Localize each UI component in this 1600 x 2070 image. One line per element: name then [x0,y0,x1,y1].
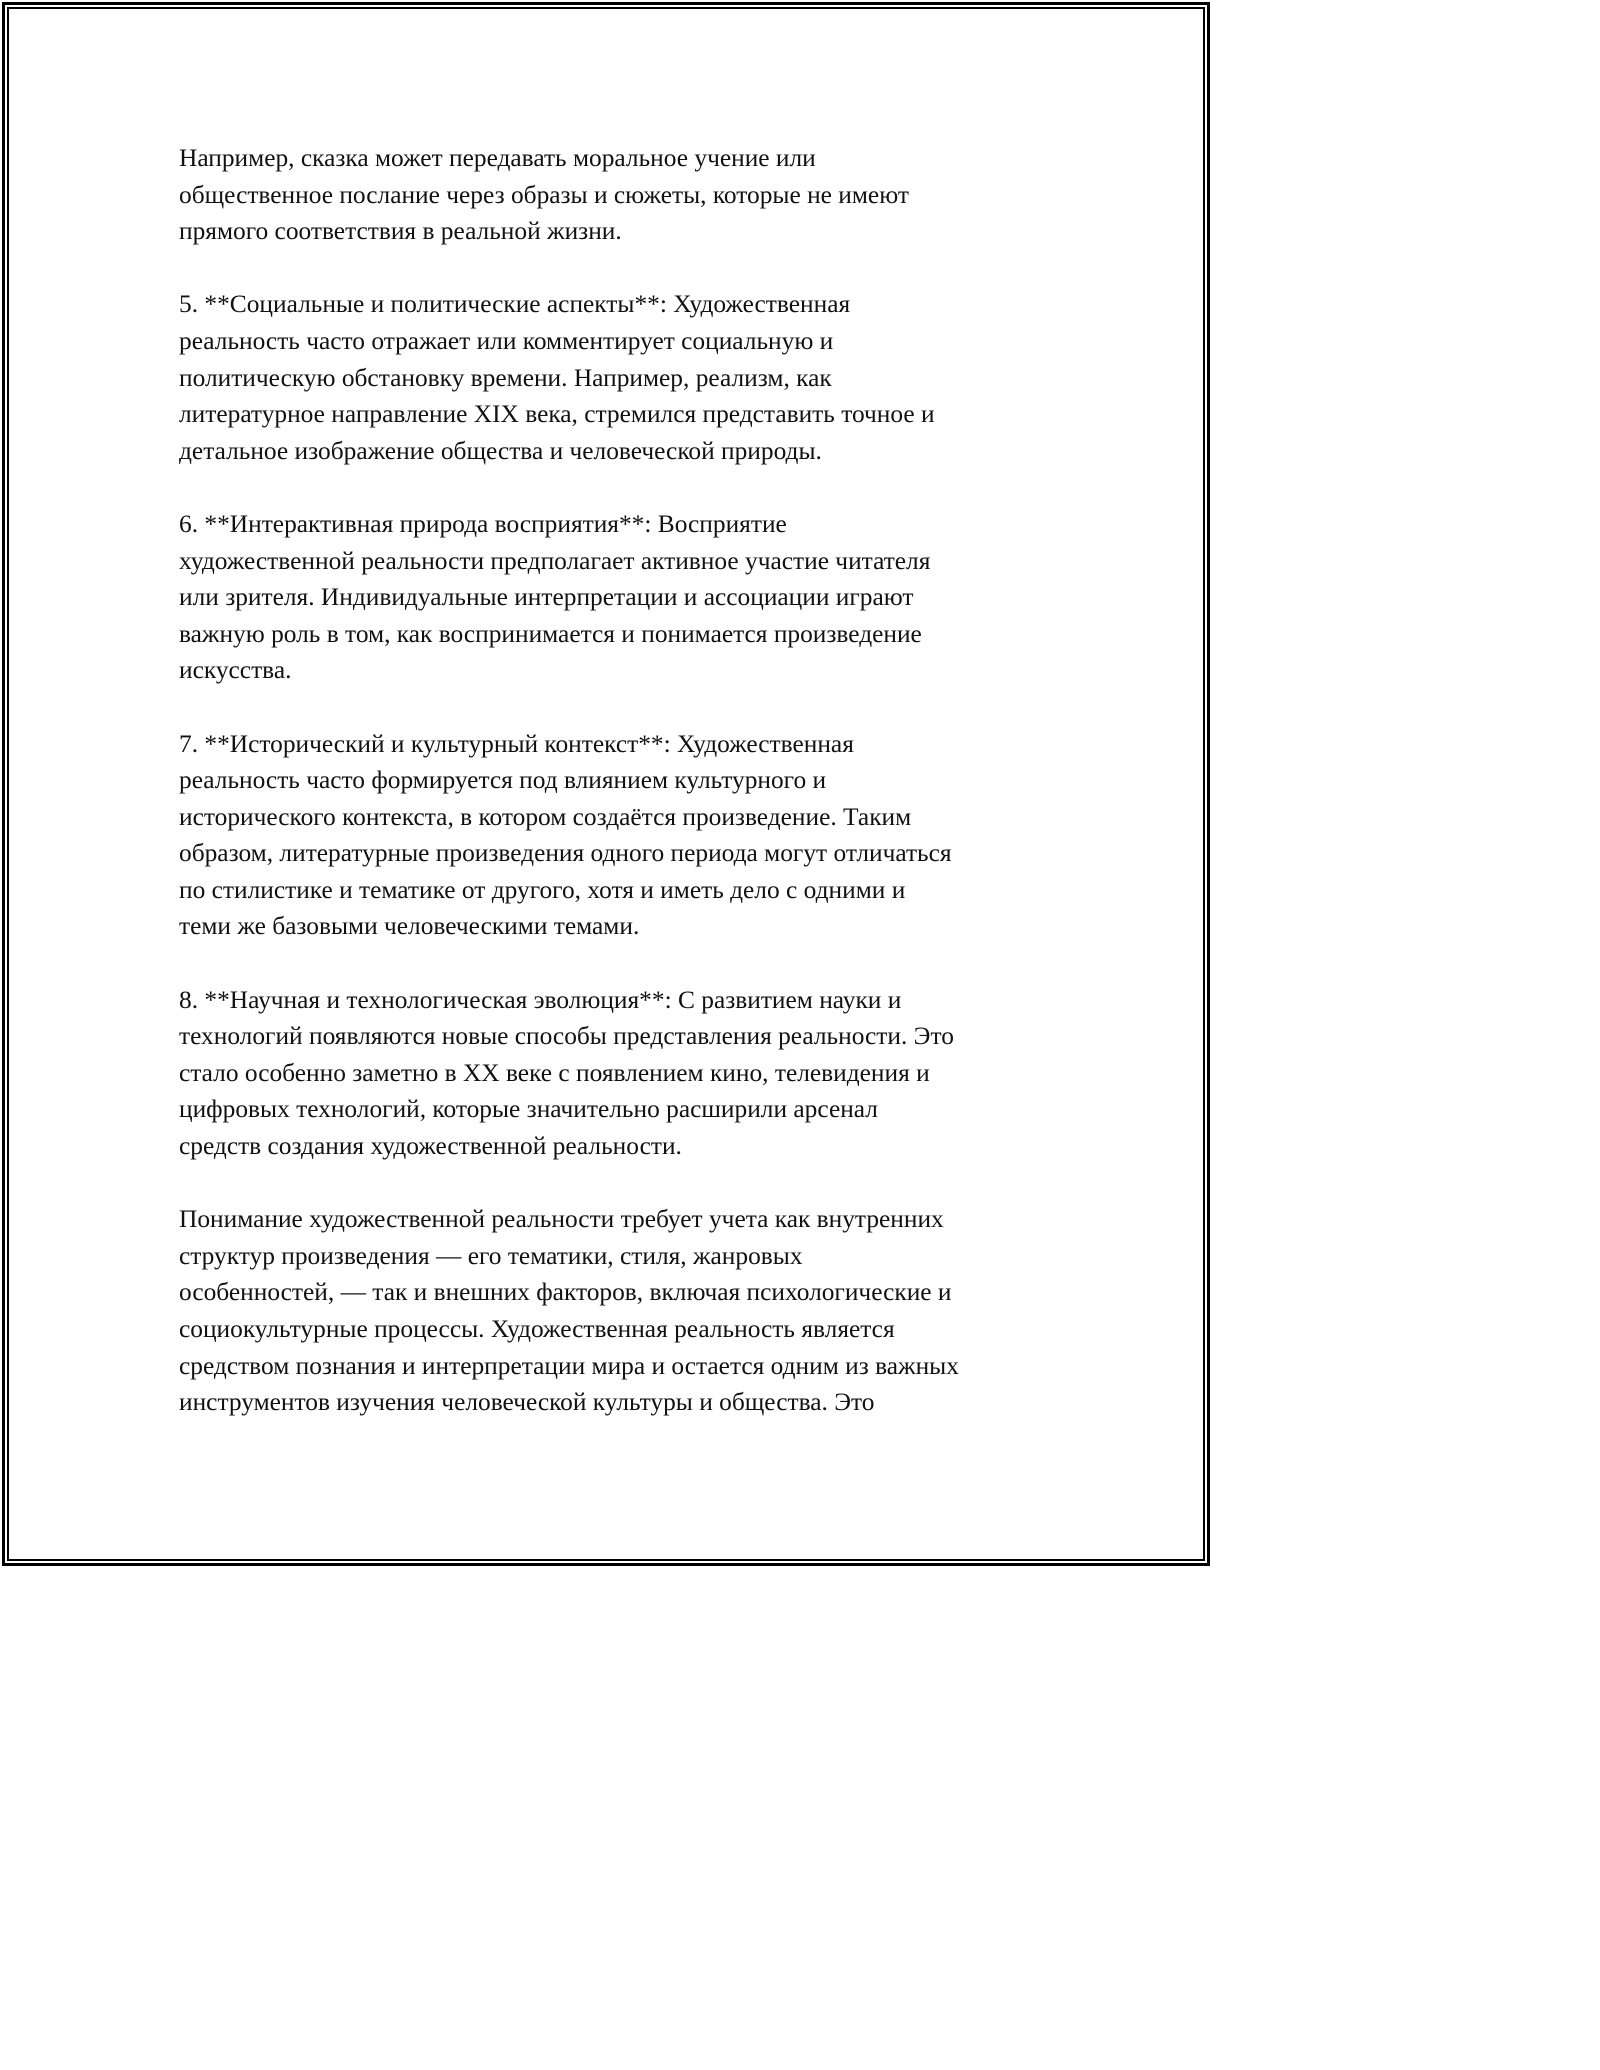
paragraph-intro-example: Например, сказка может передавать моральное учение или общественное послание через образы и сюжеты, которые не имеют прямого соответствия в реальной жизни. [179,144,909,246]
paragraph-item-8-scientific-evolution: 8. **Научная и технологическая эволюция**: С развитием науки и технологий появляются новые способы представления реальности. Это стало особенно заметно в XX веке с появлением кино, телевидения и цифровых технологий, которые значительно расширили арсенал средств создания художественной реальности. [179,985,954,1161]
paragraph-conclusion: Понимание художественной реальности требует учета как внутренних структур произведения — его тематики, стиля, жанровых особенностей, — так и внешних факторов, включая психологические и социокультурные процессы. Художественная реальность является средством познания и интерпретации мира и остается одним из важных инструментов изучения человеческой культуры и общества. Это [179,1205,959,1417]
document-body [179,140,1059,1421]
paragraph-item-5-social-political: 5. **Социальные и политические аспекты**: Художественная реальность часто отражает или комментирует социальную и политическую обстановку времени. Например, реализм, как литературное направление XIX века, стремился представить точное и детальное изображение общества и человеческой природы. [179,290,935,465]
paragraph-item-7-historical-context: 7. **Исторический и культурный контекст**: Художественная реальность часто формируется под влиянием культурного и исторического контекста, в котором создаётся произведение. Таким образом, литературные произведения одного периода могут отличаться по стилистике и тематике от другого, хотя и иметь дело с одними и теми же базовыми человеческими темами. [179,729,952,941]
paragraph-item-6-interactive-perception: 6. **Интерактивная природа восприятия**: Восприятие художественной реальности предполагает активное участие читателя или зрителя. Индивидуальные интерпретации и ассоциации играют важную роль в том, как воспринимается и понимается произведение искусства. [179,509,931,685]
